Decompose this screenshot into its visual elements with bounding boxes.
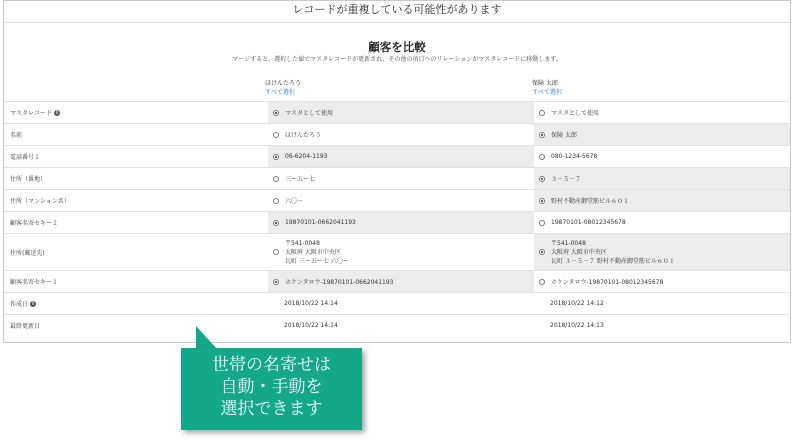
option-b[interactable]: 080-1234-5678 [534, 146, 790, 167]
row-label: 顧客名寄セキー２ [10, 220, 59, 227]
option-b[interactable]: マスタとして使用 [534, 102, 790, 123]
value-b: 2018/10/22 14:12 [550, 300, 604, 307]
radio-button[interactable] [539, 279, 545, 285]
row-label: 電話番号１ [10, 154, 41, 161]
option-a[interactable]: 三ー五ー七 [268, 168, 534, 189]
radio-button[interactable] [273, 154, 279, 160]
modal-header: レコードが重複している可能性があります [4, 1, 790, 23]
option-a[interactable]: ホケンタロウ-19870101-0662041193 [268, 271, 534, 292]
info-icon: i [54, 110, 60, 116]
option-b[interactable]: 野村不動産御堂筋ビル６０１ [534, 190, 790, 211]
table-row [4, 314, 790, 336]
row-label: 住所（番地） [10, 176, 47, 183]
radio-button[interactable] [539, 132, 545, 138]
column-a-name: ほけんたろう [265, 80, 302, 87]
option-b[interactable]: ホケンタロウ-19870101-08012345678 [534, 271, 790, 292]
row-label: 名前 [10, 132, 23, 139]
radio-button[interactable] [273, 249, 279, 255]
row-label: マスタレコード i [10, 102, 60, 123]
option-b[interactable]: 19870101-08012345678 [534, 212, 790, 233]
radio-button[interactable] [273, 198, 279, 204]
radio-button[interactable] [539, 110, 545, 116]
radio-button[interactable] [539, 154, 545, 160]
table-row [4, 211, 790, 233]
column-header-a [265, 79, 301, 97]
info-icon: i [30, 301, 36, 307]
radio-button[interactable] [273, 176, 279, 182]
option-a[interactable]: 06-6204-1193 [268, 146, 534, 167]
option-b[interactable]: 保険 太郎 [534, 124, 790, 145]
radio-button[interactable] [273, 110, 279, 116]
row-label: 住所（マンション名） [10, 198, 70, 205]
table-row [4, 233, 790, 270]
radio-button[interactable] [539, 220, 545, 226]
select-all-a-link[interactable]: すべて選択 [265, 89, 295, 96]
address-text: 〒541-0048 大阪府 大阪市中央区 瓦町 ３－５－７ 野村不動産御堂筋ビル６０１ [551, 239, 675, 265]
radio-button[interactable] [273, 220, 279, 226]
callout-box: 世帯の名寄せは 自動・手動を 選択できます [181, 348, 362, 430]
merge-modal [3, 0, 791, 343]
select-all-b-link[interactable]: すべて選択 [532, 89, 562, 96]
table-row [4, 167, 790, 189]
option-a[interactable]: 六〇一 [268, 190, 534, 211]
table-row [4, 101, 790, 123]
radio-button[interactable] [539, 249, 545, 255]
option-a[interactable]: ほけんたろう [268, 124, 534, 145]
table-row [4, 189, 790, 211]
callout-pointer [196, 326, 218, 350]
address-text: 〒541-0048 大阪府 大阪市中央区 瓦町 三ー五ー七 六〇ー [285, 239, 349, 265]
value-b: 2018/10/22 14:13 [550, 322, 604, 329]
row-label: 顧客名寄セキー１ [10, 279, 59, 286]
table-row [4, 292, 790, 314]
table-row [4, 145, 790, 167]
compare-title: 顧客を比較 [368, 40, 426, 54]
option-a[interactable]: 19870101-0662041193 [268, 212, 534, 233]
row-label: 住所(郵送先) [10, 249, 45, 257]
radio-button[interactable] [539, 176, 545, 182]
value-a: 2018/10/22 14:14 [284, 322, 338, 329]
column-header-b [532, 79, 562, 97]
radio-button[interactable] [273, 132, 279, 138]
compare-table [4, 101, 790, 336]
radio-button[interactable] [273, 279, 279, 285]
table-row [4, 270, 790, 292]
table-row [4, 123, 790, 145]
row-label: 作成日 i [10, 293, 36, 314]
option-a[interactable] [268, 234, 534, 270]
column-b-name: 保険 太郎 [532, 80, 558, 87]
row-label: 最終更新日 [10, 323, 41, 330]
option-b[interactable]: ３－５－７ [534, 168, 790, 189]
compare-description: マージすると、選択した値でマスタレコードが更新され、その他の項目へのリレーションがマスタレコードに移動します。 [232, 56, 562, 63]
option-a[interactable]: マスタとして使用 [268, 102, 534, 123]
radio-button[interactable] [539, 198, 545, 204]
value-a: 2018/10/22 14:14 [284, 300, 338, 307]
option-b[interactable] [534, 234, 790, 270]
